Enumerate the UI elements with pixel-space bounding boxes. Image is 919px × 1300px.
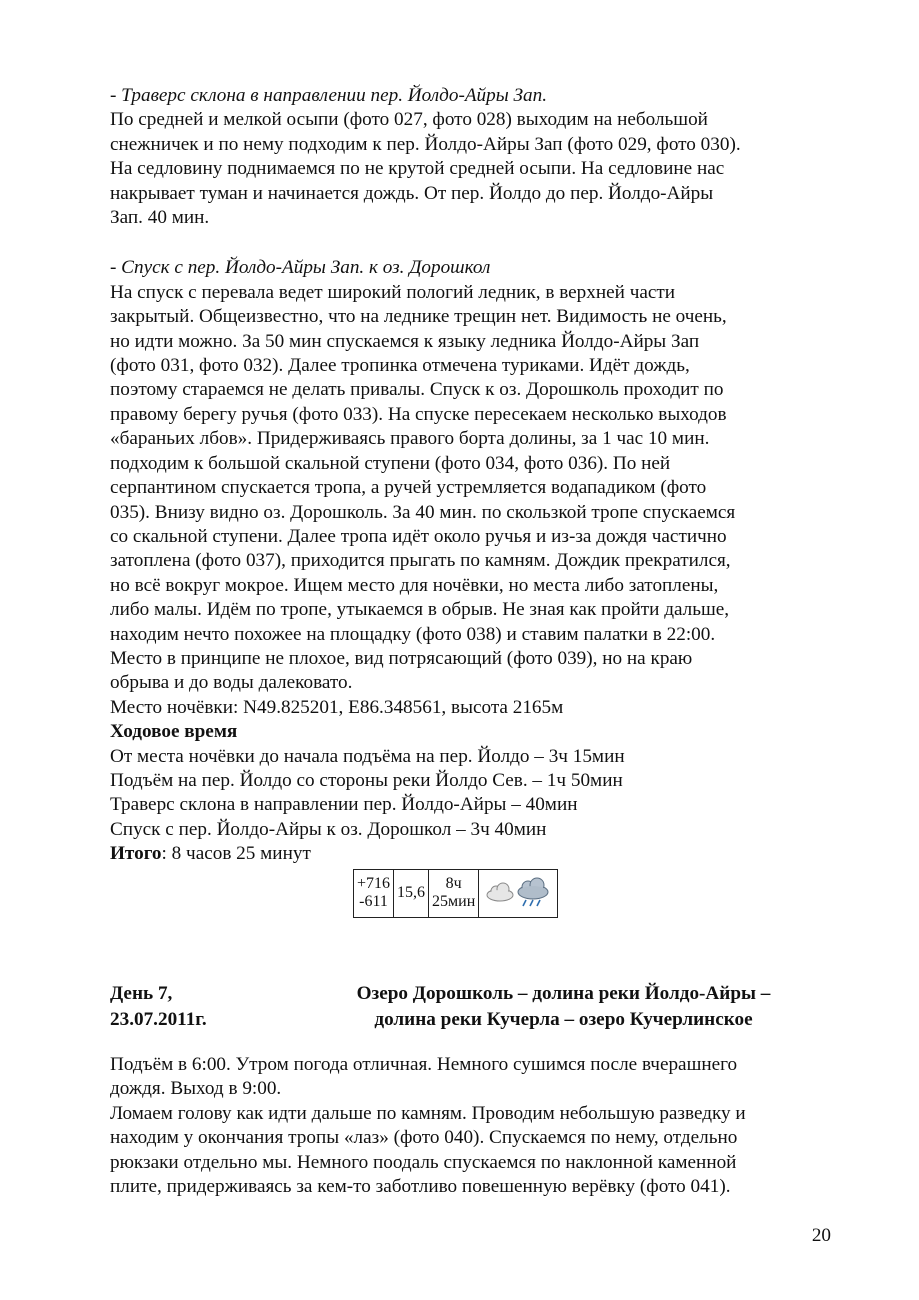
route-line: долина реки Кучерла – озеро Кучерлинское (374, 1009, 753, 1030)
cloud-icon (487, 883, 513, 901)
elevation-cell (354, 869, 394, 917)
paragraph-line: закрытый. Общеизвестно, что на леднике трещин нет. Видимость не очень, (110, 306, 727, 328)
day-route (295, 981, 832, 1033)
paragraph-line: находим у окончания тропы «лаз» (фото 040). Спускаемся по нему, отдельно (110, 1127, 738, 1149)
paragraph-line: обрыва и до воды далековато. (110, 672, 353, 694)
total-value: : 8 часов 25 минут (161, 843, 311, 865)
paragraph-line: серпантином спускается тропа, а ручей устремляется водападиком (фото (110, 477, 707, 499)
elevation-gain: +716 (357, 875, 391, 893)
rain-cloud-icon (518, 878, 548, 906)
paragraph-line: 035). Внизу видно оз. Дорошколь. За 40 мин. по скользкой тропе спускаемся (110, 501, 736, 523)
page-body (110, 84, 832, 918)
walking-time-row: Траверс склона в направлении пер. Йолдо-Айры – 40мин (110, 794, 578, 816)
paragraph-line: (фото 031, фото 032). Далее тропинка отмечена туриками. Идёт дождь, (110, 355, 690, 377)
paragraph-line: подходим к большой скальной ступени (фото 034, фото 036). По ней (110, 452, 671, 474)
walking-time-total (110, 842, 832, 866)
day-label: День 7, (110, 983, 173, 1004)
weather-summary-table (353, 869, 590, 918)
day-date: 23.07.2011г. (110, 1009, 207, 1030)
weather-icons (482, 871, 554, 911)
paragraph-line: Ломаем голову как идти дальше по камням. Проводим небольшую разведку и (110, 1102, 746, 1124)
page-number: 20 (811, 1225, 831, 1246)
section-title: - Траверс склона в направлении пер. Йолдо-Айры Зап. (110, 85, 548, 106)
route-line: Озеро Дорошколь – долина реки Йолдо-Айры – (356, 983, 771, 1004)
elevation-loss: -611 (359, 893, 388, 911)
paragraph-line: правому берегу ручья (фото 033). На спуске пересекаем несколько выходов (110, 403, 727, 425)
paragraph-line: рюкзаки отдельно мы. Немного поодаль спускаемся по наклонной каменной (110, 1151, 737, 1173)
walking-time-row: От места ночёвки до начала подъёма на пер. Йолдо – 3ч 15мин (110, 745, 625, 767)
paragraph-line: находим нечто похожее на площадку (фото 038) и ставим палатки в 22:00. (110, 623, 716, 645)
time-minutes: 25мин (432, 893, 476, 911)
paragraph-line: поэтому стараемся не делать привалы. Спуск к оз. Дорошколь проходит по (110, 379, 724, 401)
paragraph-line: На седловину поднимаемся по не крутой средней осыпи. На седловине нас (110, 158, 725, 180)
paragraph-line: затоплена (фото 037), приходится прыгать по камням. Дождик прекратился, (110, 550, 731, 572)
camp-location: Место ночёвки: N49.825201, E86.348561, высота 2165м (110, 696, 564, 718)
paragraph-line: но всё вокруг мокрое. Ищем место для ночёвки, но места либо затоплены, (110, 574, 719, 596)
paragraph-line: Подъём в 6:00. Утром погода отличная. Немного сушимся после вчерашнего (110, 1054, 738, 1075)
distance-cell: 15,6 (394, 869, 429, 917)
walking-time-heading: Ходовое время (110, 721, 238, 743)
section-title: - Спуск с пер. Йолдо-Айры Зап. к оз. Дорошкол (110, 257, 491, 279)
paragraph-line: либо малы. Идём по тропе, утыкаемся в обрыв. Не зная как пройти дальше, (110, 599, 730, 621)
walking-time-row: Спуск с пер. Йолдо-Айры к оз. Дорошкол – 3ч 40мин (110, 818, 547, 840)
paragraph-line: На спуск с перевала ведет широкий пологий ледник, в верхней части (110, 281, 676, 303)
paragraph-line: Зап. 40 мин. (110, 207, 210, 229)
time-cell (429, 869, 479, 917)
paragraph-line: плите, придерживаясь за кем-то заботливо повешенную верёвку (фото 041). (110, 1176, 731, 1198)
paragraph-line: По средней и мелкой осыпи (фото 027, фото 028) выходим на небольшой (110, 109, 708, 131)
paragraph-line: Место в принципе не плохое, вид потрясающий (фото 039), но на краю (110, 647, 693, 669)
day-text (110, 1053, 832, 1199)
total-label: Итого (110, 843, 162, 865)
paragraph-line: дождя. Выход в 9:00. (110, 1078, 282, 1100)
day-label-block (110, 981, 290, 1033)
paragraph-line: снежничек и по нему подходим к пер. Йолдо-Айры Зап (фото 029, фото 030). (110, 133, 741, 155)
weather-icons-cell (479, 869, 558, 917)
walking-time-row: Подъём на пер. Йолдо со стороны реки Йолдо Сев. – 1ч 50мин (110, 769, 623, 791)
time-hours: 8ч (445, 875, 462, 893)
paragraph-line: «бараньих лбов». Придерживаясь правого борта долины, за 1 час 10 мин. (110, 428, 710, 450)
paragraph-line: накрывает туман и начинается дождь. От пер. Йолдо до пер. Йолдо-Айры (110, 182, 714, 204)
paragraph-line: но идти можно. За 50 мин спускаемся к языку ледника Йолдо-Айры Зап (110, 330, 700, 352)
paragraph-line: со скальной ступени. Далее тропа идёт около ручья и из-за дождя частично (110, 525, 727, 547)
